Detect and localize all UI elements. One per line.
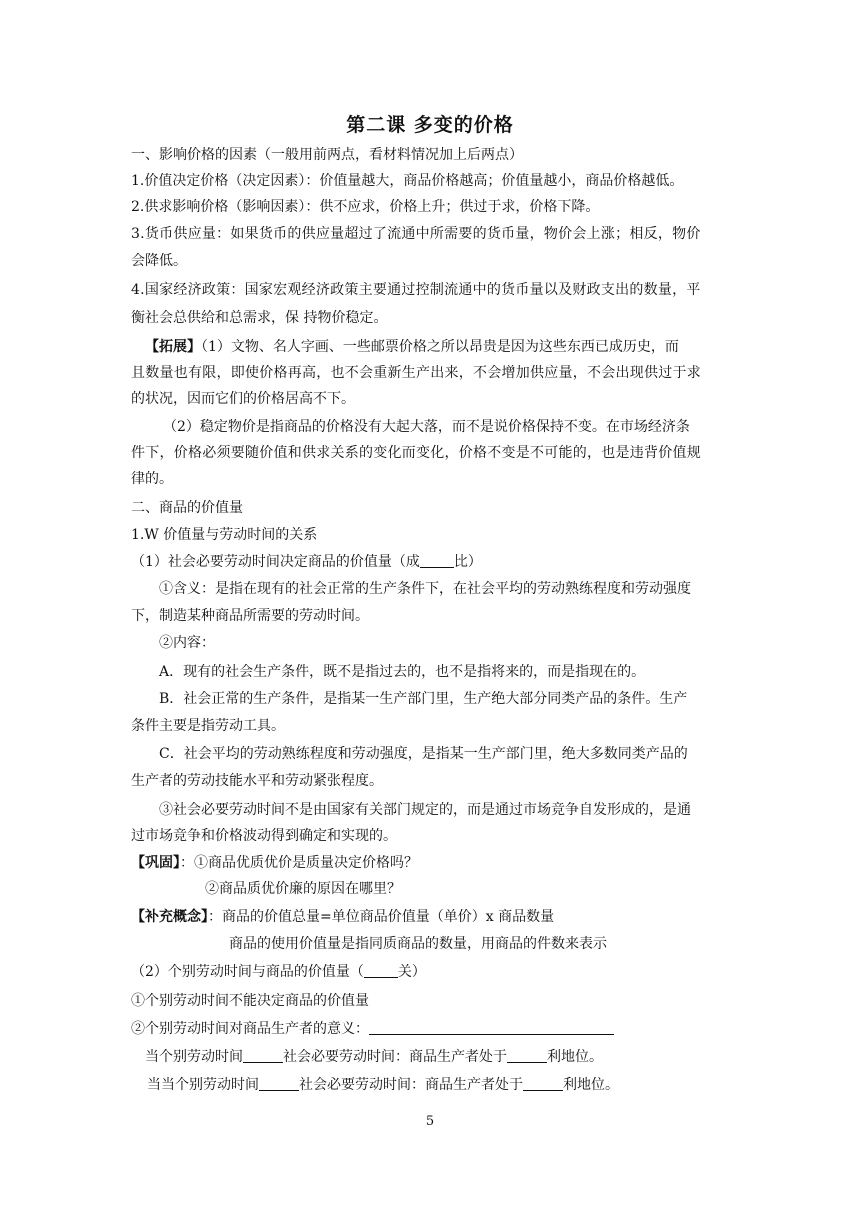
text-span: 比）: [453, 554, 482, 570]
text-line: 下，制造某种商品所需要的劳动时间。: [131, 608, 369, 624]
section-heading-2: 二、商品的价值量: [131, 500, 243, 516]
text-line: 3.货币供应量：如果货币的供应量超过了流通中所需要的货币量，物价会上涨；相反，物价: [131, 226, 701, 242]
text-span: 社会必要劳动时间：商品生产者处于: [283, 1049, 507, 1065]
page-title: 第二课 多变的价格: [346, 114, 514, 136]
expand-paragraph: [145, 337, 679, 357]
text-line: ①含义：是指在现有的社会正常的生产条件下，在社会平均的劳动熟练程度和劳动强度: [159, 581, 691, 597]
text-line: 1.价值决定价格（决定因素）：价值量越大，商品价格越高；价值量越小，商品价格越低。: [131, 173, 684, 189]
expand-label: 【拓展】: [145, 339, 201, 355]
text-span: （2）个别劳动时间与商品的价值量（: [131, 964, 364, 980]
answer-blank[interactable]: [420, 553, 454, 568]
text-line: 的状况，因而它们的价格居高不下。: [131, 391, 355, 407]
text-line: A．现有的社会生产条件，既不是指过去的，也不是指将来的，而是指现在的。: [159, 664, 646, 680]
text-span: 利地位。: [563, 1077, 619, 1093]
supplement-label: 【补充概念】: [131, 909, 208, 925]
text-span: 当当个别劳动时间: [147, 1077, 259, 1093]
text-line: 2.供求影响价格（影响因素）：供不应求，价格上升；供过于求，价格下降。: [131, 199, 600, 215]
text-line: 1.W 价值量与劳动时间的关系: [131, 527, 318, 543]
text-line: 4.国家经济政策：国家宏观经济政策主要通过控制流通中的货币量以及财政支出的数量，平: [131, 282, 701, 298]
text-span: （1）文物、名人字画、一些邮票价格之所以昂贵是因为这些东西已成历史，而: [201, 339, 679, 355]
answer-blank[interactable]: [523, 1076, 563, 1091]
fill-blank-line: [131, 552, 482, 572]
text-line: ②商品质优价廉的原因在哪里？: [205, 881, 401, 897]
text-line: 过市场竞争和价格波动得到确定和实现的。: [131, 828, 397, 844]
answer-blank[interactable]: [243, 1048, 283, 1063]
text-span: 关）: [397, 964, 426, 980]
text-line: 且数量也有限，即使价格再高，也不会重新生产出来，不会增加供应量，不会出现供过于求: [131, 365, 701, 381]
fill-blank-line: [131, 962, 426, 982]
supplement-paragraph: [131, 907, 554, 927]
text-line: 生产者的劳动技能水平和劳动紧张程度。: [131, 773, 383, 789]
fill-blank-line: [147, 1075, 619, 1095]
consolidate-paragraph: [131, 853, 418, 873]
text-line: 律的。: [131, 471, 173, 487]
text-line: C．社会平均的劳动熟练程度和劳动强度，是指某一生产部门里，绝大多数同类产品的: [159, 746, 688, 762]
text-line: B．社会正常的生产条件，是指某一生产部门里，生产绝大部分同类产品的条件。生产: [159, 691, 688, 707]
fill-blank-line: [131, 1019, 614, 1039]
text-line: 件下，价格必须要随价值和供求关系的变化而变化，价格不变是不可能的，也是违背价值规: [131, 445, 701, 461]
text-span: 利地位。: [547, 1049, 603, 1065]
section-heading-1: 一、影响价格的因素（一般用前两点，看材料情况加上后两点）: [131, 147, 523, 163]
text-line: ②内容：: [159, 635, 215, 651]
text-line: 会降低。: [131, 253, 187, 269]
answer-blank[interactable]: [259, 1076, 299, 1091]
text-line: 条件主要是指劳动工具。: [131, 718, 285, 734]
text-span: ：商品的价值总量=单位商品价值量（单价）x 商品数量: [208, 909, 555, 925]
text-line: ①个别劳动时间不能决定商品的价值量: [131, 993, 369, 1009]
answer-blank[interactable]: [369, 1020, 614, 1035]
text-line: 衡社会总供给和总需求，保 持物价稳定。: [131, 310, 388, 326]
text-span: ：①商品优质优价是质量决定价格吗？: [180, 855, 418, 871]
page-number: 5: [425, 1114, 435, 1129]
text-line: （2）稳定物价是指商品的价格没有大起大落，而不是说价格保持不变。在市场经济条: [163, 419, 690, 435]
text-span: （1）社会必要劳动时间决定商品的价值量（成: [131, 554, 420, 570]
consolidate-label: 【巩固】: [131, 855, 180, 871]
fill-blank-line: [145, 1047, 603, 1067]
text-line: 商品的使用价值量是指同质商品的数量，用商品的件数来表示: [229, 936, 607, 952]
answer-blank[interactable]: [364, 963, 398, 978]
text-line: ③社会必要劳动时间不是由国家有关部门规定的，而是通过市场竞争自发形成的，是通: [159, 802, 691, 818]
text-span: ②个别劳动时间对商品生产者的意义：: [131, 1021, 369, 1037]
text-span: 社会必要劳动时间：商品生产者处于: [299, 1077, 523, 1093]
answer-blank[interactable]: [507, 1048, 547, 1063]
text-span: 当个别劳动时间: [145, 1049, 243, 1065]
